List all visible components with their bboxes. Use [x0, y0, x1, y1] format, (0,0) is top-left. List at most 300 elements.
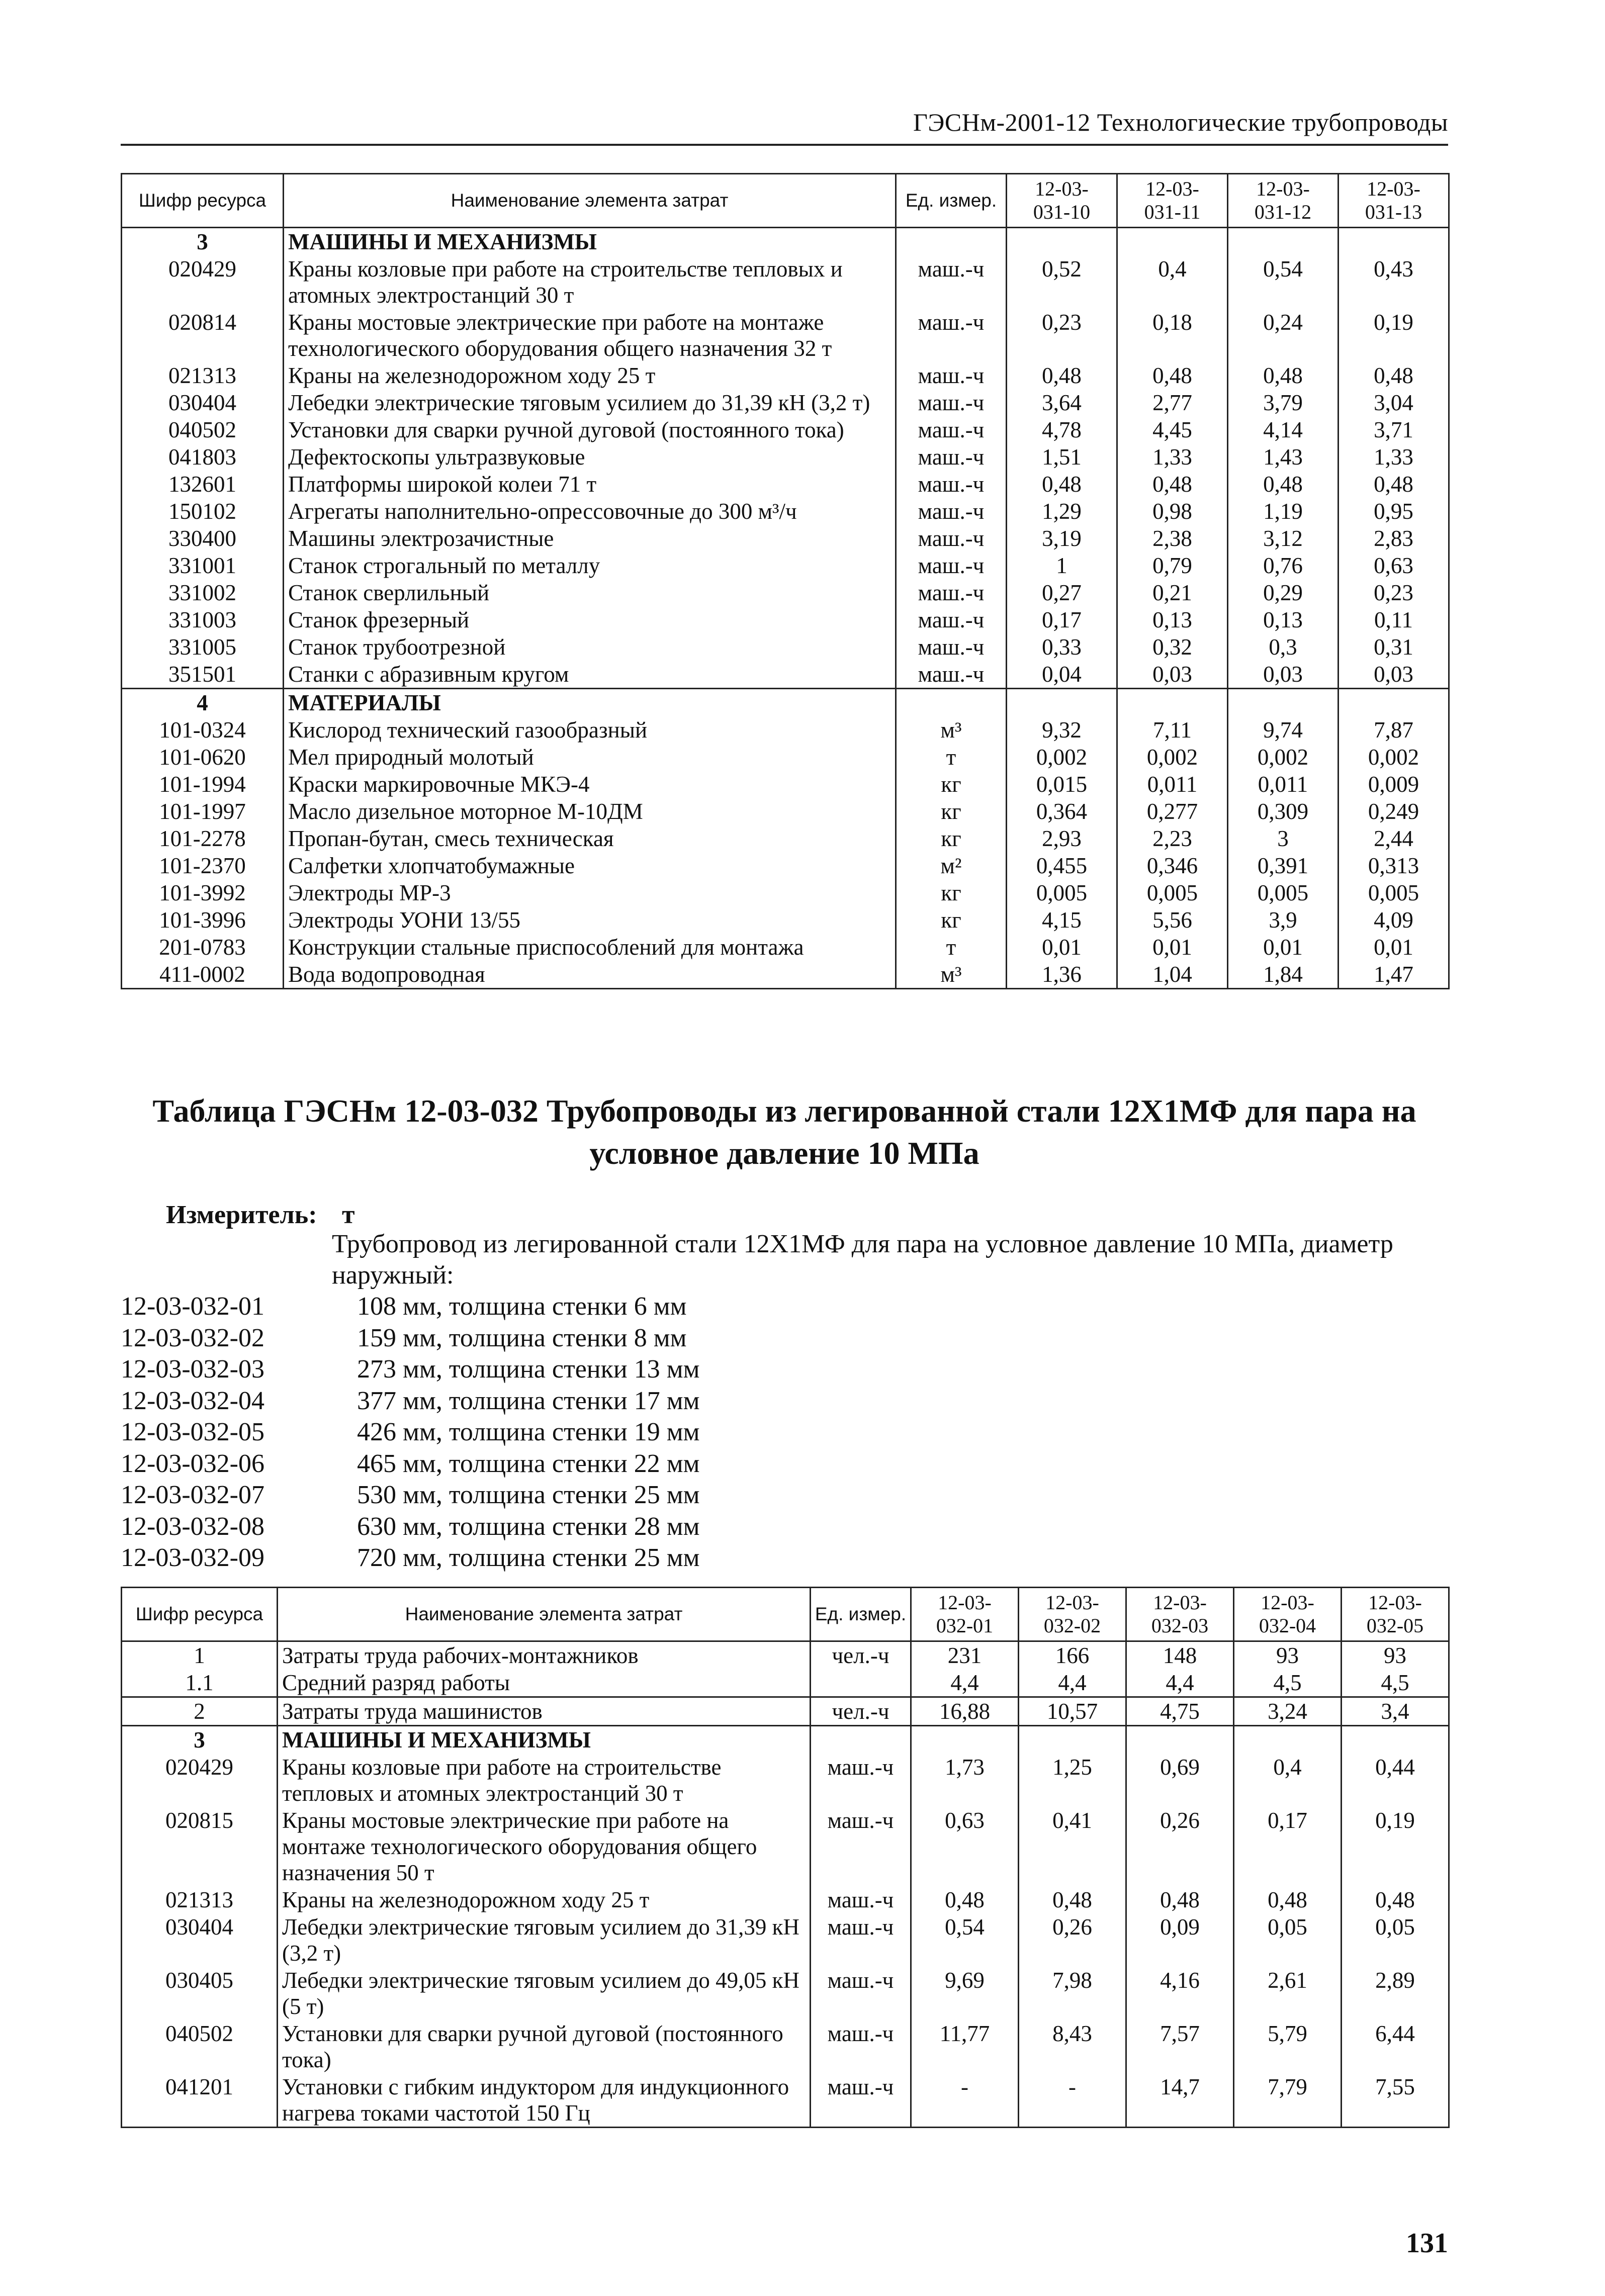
col-header-032-05: 12-03- 032-05 [1342, 1588, 1449, 1641]
resource-value: 0,48 [1007, 471, 1117, 498]
col-header-032-01: 12-03- 032-01 [911, 1588, 1019, 1641]
variant-item [121, 1354, 1448, 1386]
table-row [122, 606, 1449, 633]
variant-item [121, 1480, 1448, 1511]
resource-value: 0,48 [1234, 1886, 1342, 1913]
variant-item [121, 1511, 1448, 1543]
resource-unit: кг [896, 825, 1007, 852]
resource-value: 0,41 [1019, 1807, 1126, 1886]
resource-name: Лебедки электрические тяговым усилием до 31,39 кН (3,2 т) [284, 389, 896, 416]
resource-value: 0,01 [1007, 934, 1117, 961]
resource-value: 3,4 [1342, 1697, 1449, 1726]
resource-name: Затраты труда машинистов [278, 1697, 811, 1726]
resource-unit: маш.-ч [811, 1886, 911, 1913]
resource-code: 021313 [122, 1886, 278, 1913]
table-header-row [122, 174, 1449, 228]
col-header-code: Шифр ресурса [122, 1588, 278, 1641]
resource-value: 0,391 [1228, 852, 1339, 879]
variant-code: 12-03-032-07 [121, 1481, 264, 1509]
table-row [122, 2020, 1449, 2073]
resource-code: 030404 [122, 389, 284, 416]
resource-value: 0,13 [1228, 606, 1339, 633]
empty-cell [1117, 228, 1228, 256]
resource-value: 0,002 [1228, 744, 1339, 771]
resource-value: 0,13 [1117, 606, 1228, 633]
resource-value: 9,32 [1007, 716, 1117, 744]
resource-value: 1,84 [1228, 961, 1339, 989]
resource-value: 1,47 [1339, 961, 1449, 989]
resource-unit: чел.-ч [811, 1641, 911, 1670]
resource-value: 3,19 [1007, 525, 1117, 552]
table-row [122, 906, 1449, 934]
variant-code: 12-03-032-03 [121, 1355, 264, 1384]
resource-unit: маш.-ч [811, 1967, 911, 2020]
table-row [122, 744, 1449, 771]
resource-name: Пропан-бутан, смесь техническая [284, 825, 896, 852]
resource-unit: маш.-ч [811, 1754, 911, 1807]
resource-value: 0,05 [1234, 1913, 1342, 1967]
resource-unit: маш.-ч [811, 1807, 911, 1886]
resource-code: 020429 [122, 1754, 278, 1807]
resource-value: 4,75 [1126, 1697, 1234, 1726]
resource-value: 0,29 [1228, 579, 1339, 606]
resource-value: 4,15 [1007, 906, 1117, 934]
resource-value: 0,05 [1342, 1913, 1449, 1967]
variant-code: 12-03-032-09 [121, 1543, 264, 1572]
resource-unit: т [896, 744, 1007, 771]
resource-unit: маш.-ч [896, 552, 1007, 579]
resource-value: 1,04 [1117, 961, 1228, 989]
resource-value: 0,44 [1342, 1754, 1449, 1807]
empty-cell [1234, 1726, 1342, 1754]
resource-code: 132601 [122, 471, 284, 498]
resource-value: - [911, 2073, 1019, 2128]
resource-unit: маш.-ч [896, 498, 1007, 525]
resource-value: 0,98 [1117, 498, 1228, 525]
resource-value: 0,48 [1228, 471, 1339, 498]
resource-value: 0,52 [1007, 255, 1117, 309]
resource-value: 0,79 [1117, 552, 1228, 579]
table-row [122, 852, 1449, 879]
table-header-row [122, 1588, 1449, 1641]
resource-name: Салфетки хлопчатобумажные [284, 852, 896, 879]
resource-value: 0,005 [1228, 879, 1339, 906]
resource-value: 0,455 [1007, 852, 1117, 879]
resource-unit: маш.-ч [896, 633, 1007, 661]
variant-text: 108 мм, толщина стенки 6 мм [357, 1292, 687, 1321]
resource-name: Краны козловые при работе на строительстве тепловых и атомных электростанций 30 т [278, 1754, 811, 1807]
variant-code: 12-03-032-01 [121, 1292, 264, 1321]
resource-name: Краны на железнодорожном ходу 25 т [284, 362, 896, 389]
resource-code: 030404 [122, 1913, 278, 1967]
measure-label: Измеритель: [166, 1201, 317, 1229]
resource-value: 0,32 [1117, 633, 1228, 661]
resource-value: 3,24 [1234, 1697, 1342, 1726]
variant-code: 12-03-032-02 [121, 1323, 264, 1352]
resource-value: 0,48 [1126, 1886, 1234, 1913]
resource-name: Электроды УОНИ 13/55 [284, 906, 896, 934]
resource-name: Станки с абразивным кругом [284, 661, 896, 689]
resource-value: 0,005 [1339, 879, 1449, 906]
resource-value: 2,83 [1339, 525, 1449, 552]
resource-value: 0,24 [1228, 309, 1339, 362]
section-number: 3 [122, 228, 284, 256]
resource-unit [811, 1669, 911, 1697]
table-row [122, 961, 1449, 989]
resource-value: 1,25 [1019, 1754, 1126, 1807]
resource-value: 0,21 [1117, 579, 1228, 606]
resource-code: 101-1997 [122, 798, 284, 825]
resource-value: 0,005 [1007, 879, 1117, 906]
page-number: 131 [1406, 2228, 1448, 2259]
resource-name: Станок фрезерный [284, 606, 896, 633]
empty-cell [896, 228, 1007, 256]
resource-code: 040502 [122, 416, 284, 443]
resource-name: Краски маркировочные МКЭ-4 [284, 771, 896, 798]
resource-table-031 [121, 173, 1450, 989]
section-header-row [122, 228, 1449, 256]
resource-name: Установки для сварки ручной дуговой (постоянного тока) [278, 2020, 811, 2073]
col-header-031-13: 12-03- 031-13 [1339, 174, 1449, 228]
resource-value: 2,38 [1117, 525, 1228, 552]
resource-value: 0,4 [1234, 1754, 1342, 1807]
col-header-name: Наименование элемента затрат [284, 174, 896, 228]
resource-value: 0,31 [1339, 633, 1449, 661]
table-row [122, 255, 1449, 309]
variant-list [121, 1291, 1448, 1574]
section-labor-workers [122, 1641, 1449, 1697]
resource-value: 7,87 [1339, 716, 1449, 744]
resource-code: 020429 [122, 255, 284, 309]
col-header-032-02: 12-03- 032-02 [1019, 1588, 1126, 1641]
resource-value: 6,44 [1342, 2020, 1449, 2073]
col-header-032-04: 12-03- 032-04 [1234, 1588, 1342, 1641]
section-labor-operators [122, 1697, 1449, 1726]
resource-value: 2,23 [1117, 825, 1228, 852]
variant-item [121, 1542, 1448, 1574]
section-header-row [122, 689, 1449, 717]
variant-item [121, 1386, 1448, 1417]
resource-value: 0,19 [1342, 1807, 1449, 1886]
empty-cell [1228, 689, 1339, 717]
resource-value: 1,33 [1339, 443, 1449, 471]
resource-value: 0,48 [911, 1886, 1019, 1913]
table-row [122, 1913, 1449, 1967]
table-row [122, 1641, 1449, 1670]
resource-value: 0,011 [1228, 771, 1339, 798]
empty-cell [1126, 1726, 1234, 1754]
resource-value: 0,18 [1117, 309, 1228, 362]
resource-value: 0,364 [1007, 798, 1117, 825]
resource-name: Масло дизельное моторное М-10ДМ [284, 798, 896, 825]
resource-value: 3,71 [1339, 416, 1449, 443]
section-number: 4 [122, 689, 284, 717]
section-title: МАШИНЫ И МЕХАНИЗМЫ [284, 228, 896, 256]
resource-value: 1,33 [1117, 443, 1228, 471]
variant-text: 159 мм, толщина стенки 8 мм [357, 1323, 687, 1352]
table-row [122, 1754, 1449, 1807]
resource-value: 4,78 [1007, 416, 1117, 443]
resource-table-032 [121, 1587, 1450, 2128]
resource-unit: маш.-ч [896, 443, 1007, 471]
variant-code: 12-03-032-05 [121, 1418, 264, 1446]
resource-value: 0,48 [1019, 1886, 1126, 1913]
resource-value: 0,17 [1234, 1807, 1342, 1886]
col-header-code: Шифр ресурса [122, 174, 284, 228]
resource-code: 101-0620 [122, 744, 284, 771]
resource-value: 148 [1126, 1641, 1234, 1670]
resource-value: - [1019, 2073, 1126, 2128]
resource-value: 0,249 [1339, 798, 1449, 825]
empty-cell [1339, 228, 1449, 256]
variant-code: 12-03-032-04 [121, 1386, 264, 1415]
work-description: Трубопровод из легированной стали 12Х1МФ для пара на условное давление 10 МПа, диаметр наружный: [332, 1230, 1393, 1290]
resource-code: 1.1 [122, 1669, 278, 1697]
resource-value: 1,36 [1007, 961, 1117, 989]
section-title: МАШИНЫ И МЕХАНИЗМЫ [278, 1726, 811, 1754]
table-row [122, 525, 1449, 552]
resource-value: 1,19 [1228, 498, 1339, 525]
resource-value: 2,44 [1339, 825, 1449, 852]
table-row [122, 716, 1449, 744]
resource-value: 4,14 [1228, 416, 1339, 443]
resource-value: 0,48 [1339, 471, 1449, 498]
resource-value: 2,93 [1007, 825, 1117, 852]
resource-code: 030405 [122, 1967, 278, 2020]
resource-code: 040502 [122, 2020, 278, 2073]
resource-value: 0,04 [1007, 661, 1117, 689]
table-row [122, 309, 1449, 362]
resource-code: 021313 [122, 362, 284, 389]
resource-value: 0,03 [1339, 661, 1449, 689]
resource-code: 411-0002 [122, 961, 284, 989]
resource-value: 0,005 [1117, 879, 1228, 906]
resource-name: Краны козловые при работе на строительстве тепловых и атомных электростанций 30 т [284, 255, 896, 309]
resource-unit: маш.-ч [896, 606, 1007, 633]
resource-value: 3,79 [1228, 389, 1339, 416]
table-row [122, 825, 1449, 852]
resource-unit: чел.-ч [811, 1697, 911, 1726]
resource-value: 0,11 [1339, 606, 1449, 633]
resource-value: 0,277 [1117, 798, 1228, 825]
empty-cell [896, 689, 1007, 717]
resource-value: 0,015 [1007, 771, 1117, 798]
resource-value: 10,57 [1019, 1697, 1126, 1726]
col-header-031-11: 12-03- 031-11 [1117, 174, 1228, 228]
resource-unit: кг [896, 771, 1007, 798]
resource-code: 331001 [122, 552, 284, 579]
variant-item [121, 1448, 1448, 1480]
resource-value: 4,4 [911, 1669, 1019, 1697]
empty-cell [911, 1726, 1019, 1754]
empty-cell [1339, 689, 1449, 717]
table-row [122, 389, 1449, 416]
col-header-name: Наименование элемента затрат [278, 1588, 811, 1641]
resource-value: 0,48 [1117, 362, 1228, 389]
resource-value: 1,73 [911, 1754, 1019, 1807]
resource-unit: маш.-ч [896, 416, 1007, 443]
resource-unit: м³ [896, 716, 1007, 744]
variant-code: 12-03-032-08 [121, 1512, 264, 1541]
resource-value: 2,61 [1234, 1967, 1342, 2020]
resource-value: 0,76 [1228, 552, 1339, 579]
resource-unit: маш.-ч [896, 579, 1007, 606]
empty-cell [1342, 1726, 1449, 1754]
header-divider [121, 144, 1448, 146]
resource-code: 330400 [122, 525, 284, 552]
section-materials [122, 689, 1449, 989]
section-header-row [122, 1726, 1449, 1754]
resource-value: 4,5 [1234, 1669, 1342, 1697]
variant-text: 426 мм, толщина стенки 19 мм [357, 1418, 700, 1446]
measure-unit: т [342, 1201, 355, 1229]
empty-cell [1007, 228, 1117, 256]
table-row [122, 471, 1449, 498]
table-row [122, 798, 1449, 825]
resource-unit: маш.-ч [811, 2020, 911, 2073]
table-row [122, 552, 1449, 579]
table-title-line-1: Таблица ГЭСНм 12-03-032 Трубопроводы из легированной стали 12Х1МФ для пара на [152, 1093, 1416, 1129]
col-header-031-10: 12-03- 031-10 [1007, 174, 1117, 228]
resource-unit: маш.-ч [896, 309, 1007, 362]
resource-name: Лебедки электрические тяговым усилием до 31,39 кН (3,2 т) [278, 1913, 811, 1967]
resource-code: 1 [122, 1641, 278, 1670]
variant-text: 377 мм, толщина стенки 17 мм [357, 1386, 700, 1415]
variant-text: 273 мм, толщина стенки 13 мм [357, 1355, 700, 1384]
resource-name: Установки с гибким индуктором для индукционного нагрева токами частотой 150 Гц [278, 2073, 811, 2128]
table-title-line-2: условное давление 10 МПа [589, 1135, 979, 1171]
resource-value: 11,77 [911, 2020, 1019, 2073]
section-title: МАТЕРИАЛЫ [284, 689, 896, 717]
resource-code: 2 [122, 1697, 278, 1726]
table-row [122, 1697, 1449, 1726]
resource-value: 1,29 [1007, 498, 1117, 525]
resource-value: 3 [1228, 825, 1339, 852]
resource-value: 2,77 [1117, 389, 1228, 416]
resource-value: 1,43 [1228, 443, 1339, 471]
resource-unit: м³ [896, 961, 1007, 989]
resource-unit: маш.-ч [896, 362, 1007, 389]
resource-value: 2,89 [1342, 1967, 1449, 2020]
resource-name: Дефектоскопы ультразвуковые [284, 443, 896, 471]
section-number: 3 [122, 1726, 278, 1754]
resource-name: Станок сверлильный [284, 579, 896, 606]
resource-value: 0,26 [1126, 1807, 1234, 1886]
resource-unit: маш.-ч [896, 661, 1007, 689]
section-machines [122, 228, 1449, 689]
resource-value: 0,48 [1007, 362, 1117, 389]
resource-value: 231 [911, 1641, 1019, 1670]
table-row [122, 1886, 1449, 1913]
table-row [122, 771, 1449, 798]
resource-value: 0,69 [1126, 1754, 1234, 1807]
resource-value: 0,48 [1339, 362, 1449, 389]
resource-value: 4,16 [1126, 1967, 1234, 2020]
resource-value: 0,19 [1339, 309, 1449, 362]
resource-value: 5,56 [1117, 906, 1228, 934]
resource-value: 4,4 [1126, 1669, 1234, 1697]
resource-value: 0,63 [1339, 552, 1449, 579]
resource-code: 020814 [122, 309, 284, 362]
variant-item [121, 1291, 1448, 1323]
resource-value: 0,95 [1339, 498, 1449, 525]
col-header-unit: Ед. измер. [811, 1588, 911, 1641]
resource-value: 0,27 [1007, 579, 1117, 606]
resource-value: 1,51 [1007, 443, 1117, 471]
resource-value: 0,03 [1228, 661, 1339, 689]
table-row [122, 1807, 1449, 1886]
resource-value: 0,002 [1007, 744, 1117, 771]
empty-cell [1117, 689, 1228, 717]
resource-code: 201-0783 [122, 934, 284, 961]
resource-value: 0,48 [1342, 1886, 1449, 1913]
resource-value: 7,79 [1234, 2073, 1342, 2128]
resource-value: 3,04 [1339, 389, 1449, 416]
resource-unit: т [896, 934, 1007, 961]
resource-value: 0,002 [1339, 744, 1449, 771]
resource-code: 101-3992 [122, 879, 284, 906]
resource-name: Установки для сварки ручной дуговой (постоянного тока) [284, 416, 896, 443]
resource-code: 101-2370 [122, 852, 284, 879]
table-row [122, 2073, 1449, 2128]
resource-value: 4,4 [1019, 1669, 1126, 1697]
resource-value: 7,55 [1342, 2073, 1449, 2128]
resource-value: 0,346 [1117, 852, 1228, 879]
resource-value: 0,4 [1117, 255, 1228, 309]
table-row [122, 661, 1449, 689]
resource-code: 101-1994 [122, 771, 284, 798]
empty-cell [1228, 228, 1339, 256]
resource-value: 7,57 [1126, 2020, 1234, 2073]
resource-code: 331005 [122, 633, 284, 661]
resource-value: 0,002 [1117, 744, 1228, 771]
resource-value: 0,33 [1007, 633, 1117, 661]
resource-unit: маш.-ч [811, 2073, 911, 2128]
resource-value: 0,48 [1228, 362, 1339, 389]
resource-value: 0,63 [911, 1807, 1019, 1886]
resource-name: Затраты труда рабочих-монтажников [278, 1641, 811, 1670]
resource-name: Станок трубоотрезной [284, 633, 896, 661]
resource-value: 0,23 [1007, 309, 1117, 362]
col-header-031-12: 12-03- 031-12 [1228, 174, 1339, 228]
resource-name: Краны мостовые электрические при работе на монтаже технологического оборудования общего назначения 32 т [284, 309, 896, 362]
col-header-unit: Ед. измер. [896, 174, 1007, 228]
empty-cell [1019, 1726, 1126, 1754]
resource-value: 8,43 [1019, 2020, 1126, 2073]
variant-code: 12-03-032-06 [121, 1449, 264, 1478]
resource-value: 0,309 [1228, 798, 1339, 825]
resource-value: 0,3 [1228, 633, 1339, 661]
table-row [122, 633, 1449, 661]
resource-unit: маш.-ч [896, 255, 1007, 309]
resource-name: Платформы широкой колеи 71 т [284, 471, 896, 498]
resource-value: 0,09 [1126, 1913, 1234, 1967]
resource-unit: кг [896, 798, 1007, 825]
resource-code: 150102 [122, 498, 284, 525]
resource-value: 14,7 [1126, 2073, 1234, 2128]
resource-value: 1 [1007, 552, 1117, 579]
resource-value: 0,01 [1117, 934, 1228, 961]
variant-text: 630 мм, толщина стенки 28 мм [357, 1512, 700, 1541]
resource-unit: маш.-ч [811, 1913, 911, 1967]
resource-code: 101-3996 [122, 906, 284, 934]
resource-value: 4,5 [1342, 1669, 1449, 1697]
resource-code: 041201 [122, 2073, 278, 2128]
resource-value: 4,45 [1117, 416, 1228, 443]
variant-text: 720 мм, толщина стенки 25 мм [357, 1543, 700, 1572]
variant-item [121, 1417, 1448, 1448]
resource-value: 93 [1342, 1641, 1449, 1670]
